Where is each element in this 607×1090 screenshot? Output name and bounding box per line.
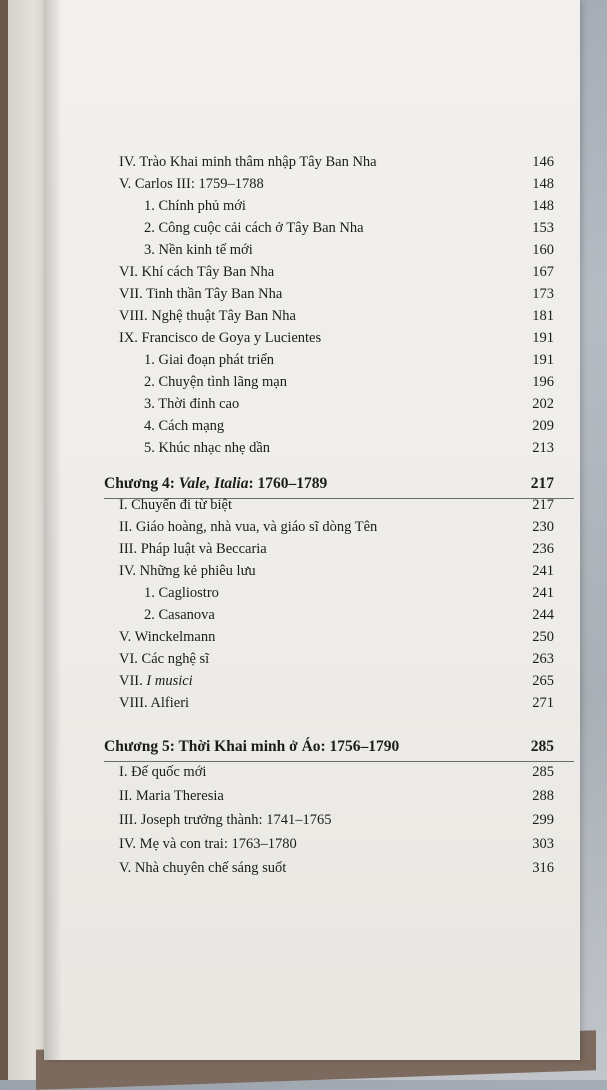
toc-entry-row — [44, 607, 580, 629]
toc-entry-row — [44, 764, 580, 786]
toc-chapter-row — [44, 475, 580, 497]
toc-entry-row — [44, 812, 580, 834]
toc-page-number: 263 — [532, 651, 554, 667]
toc-entry-label: 3. Thời đỉnh cao — [144, 396, 240, 412]
toc-page-number: 285 — [532, 764, 554, 780]
toc-entry-label: IV. Mẹ và con trai: 1763–1780 — [119, 836, 297, 852]
toc-entry-label: 3. Nền kinh tế mới — [144, 242, 253, 258]
toc-entry-label: VIII. Alfieri — [119, 695, 190, 711]
toc-entry-row — [44, 154, 580, 176]
toc-entry-label: VII. Tinh thần Tây Ban Nha — [119, 286, 283, 302]
toc-entry-row — [44, 308, 580, 330]
toc-entry-row — [44, 198, 580, 220]
toc-entry-label: V. Winckelmann — [119, 629, 216, 645]
toc-page-number: 241 — [532, 563, 554, 579]
toc-entry-label: IV. Trào Khai minh thâm nhập Tây Ban Nha — [119, 154, 377, 170]
toc-entry-row — [44, 673, 580, 695]
toc-entry-row — [44, 220, 580, 242]
toc-page-number: 288 — [532, 788, 554, 804]
toc-entry-label: 1. Chính phủ mới — [144, 198, 246, 214]
toc-entry-row — [44, 585, 580, 607]
toc-entry-row — [44, 519, 580, 541]
toc-entry-row — [44, 330, 580, 352]
toc-page-number: 303 — [532, 836, 554, 852]
toc-page-number: 191 — [532, 352, 554, 368]
toc-label-italic: Vale, Italia — [178, 475, 249, 492]
toc-page-number: 241 — [532, 585, 554, 601]
toc-entry-label: V. Nhà chuyên chế sáng suốt — [119, 860, 287, 876]
toc-entry-label: 4. Cách mạng — [144, 418, 225, 434]
toc-label-italic: I musici — [146, 673, 193, 689]
toc-page — [44, 0, 580, 1060]
toc-entry-row — [44, 440, 580, 462]
toc-entry-row — [44, 418, 580, 440]
toc-entry-label: VI. Các nghệ sĩ — [119, 651, 210, 667]
toc-label-prefix: VII. — [119, 673, 147, 689]
toc-page-number: 236 — [532, 541, 554, 557]
toc-page-number: 316 — [532, 860, 554, 876]
toc-entry-label: VIII. Nghệ thuật Tây Ban Nha — [119, 308, 296, 324]
toc-page-number: 285 — [530, 738, 554, 755]
toc-entry-label: 2. Casanova — [144, 607, 215, 623]
toc-entry-label: III. Pháp luật và Beccaria — [119, 541, 267, 557]
toc-entry-row — [44, 396, 580, 418]
toc-entry-row — [44, 541, 580, 563]
toc-entry-label: 1. Cagliostro — [144, 585, 219, 601]
toc-entry-label — [104, 475, 327, 493]
toc-page-number: 209 — [532, 418, 554, 434]
toc-entry-row — [44, 860, 580, 882]
toc-entry-label: III. Joseph trưởng thành: 1741–1765 — [119, 812, 332, 828]
toc-entry-row — [44, 836, 580, 858]
toc-page-number: 202 — [532, 396, 554, 412]
toc-label-prefix: Chương 4: — [104, 475, 179, 492]
toc-entry-row — [44, 176, 580, 198]
chapter-divider — [104, 761, 574, 762]
toc-entry-label: VI. Khí cách Tây Ban Nha — [119, 264, 275, 280]
toc-entry-label: V. Carlos III: 1759–1788 — [119, 176, 264, 192]
toc-entry-label: 2. Công cuộc cải cách ở Tây Ban Nha — [144, 220, 364, 236]
toc-chapter-row — [44, 738, 580, 760]
toc-entry-label: II. Giáo hoàng, nhà vua, và giáo sĩ dòng Tên — [119, 519, 378, 535]
toc-entry-row — [44, 264, 580, 286]
toc-page-number: 191 — [532, 330, 554, 346]
toc-page-number: 250 — [532, 629, 554, 645]
toc-entry-label — [119, 673, 193, 690]
toc-label-suffix: : 1760–1789 — [248, 475, 328, 492]
toc-entry-row — [44, 563, 580, 585]
toc-entry-row — [44, 242, 580, 264]
toc-entry-label: II. Maria Theresia — [119, 788, 224, 804]
toc-entry-label: 2. Chuyện tình lãng mạn — [144, 374, 287, 390]
toc-page-number: 299 — [532, 812, 554, 828]
toc-page-number: 167 — [532, 264, 554, 280]
toc-entry-label: IV. Những kẻ phiêu lưu — [119, 563, 256, 579]
toc-entry-row — [44, 286, 580, 308]
toc-page-number: 230 — [532, 519, 554, 535]
toc-entry-label: 1. Giai đoạn phát triển — [144, 352, 275, 368]
toc-page-number: 217 — [532, 497, 554, 513]
toc-entry-label: Chương 5: Thời Khai minh ở Áo: 1756–1790 — [104, 738, 400, 755]
toc-page-number: 148 — [532, 198, 554, 214]
toc-page-number: 173 — [532, 286, 554, 302]
toc-page-number: 153 — [532, 220, 554, 236]
toc-entry-label: 5. Khúc nhạc nhẹ dần — [144, 440, 271, 456]
toc-page-number: 244 — [532, 607, 554, 623]
toc-page-number: 148 — [532, 176, 554, 192]
spine-shadow — [44, 0, 62, 1060]
toc-page-number: 196 — [532, 374, 554, 390]
toc-entry-row — [44, 497, 580, 519]
toc-page-number: 146 — [532, 154, 554, 170]
toc-page-number: 265 — [532, 673, 554, 689]
toc-page-number: 181 — [532, 308, 554, 324]
toc-entry-row — [44, 629, 580, 651]
toc-page-number: 213 — [532, 440, 554, 456]
toc-page-number: 271 — [532, 695, 554, 711]
toc-entry-row — [44, 352, 580, 374]
toc-entry-row — [44, 788, 580, 810]
toc-entry-row — [44, 695, 580, 717]
book-cover-edge — [0, 0, 8, 1080]
toc-entry-label: IX. Francisco de Goya y Lucientes — [119, 330, 322, 346]
toc-page-number: 217 — [530, 475, 554, 492]
toc-entry-row — [44, 651, 580, 673]
toc-page-number: 160 — [532, 242, 554, 258]
toc-entry-label: I. Chuyến đi từ biệt — [119, 497, 232, 513]
toc-entry-label: I. Đế quốc mới — [119, 764, 207, 780]
toc-entry-row — [44, 374, 580, 396]
